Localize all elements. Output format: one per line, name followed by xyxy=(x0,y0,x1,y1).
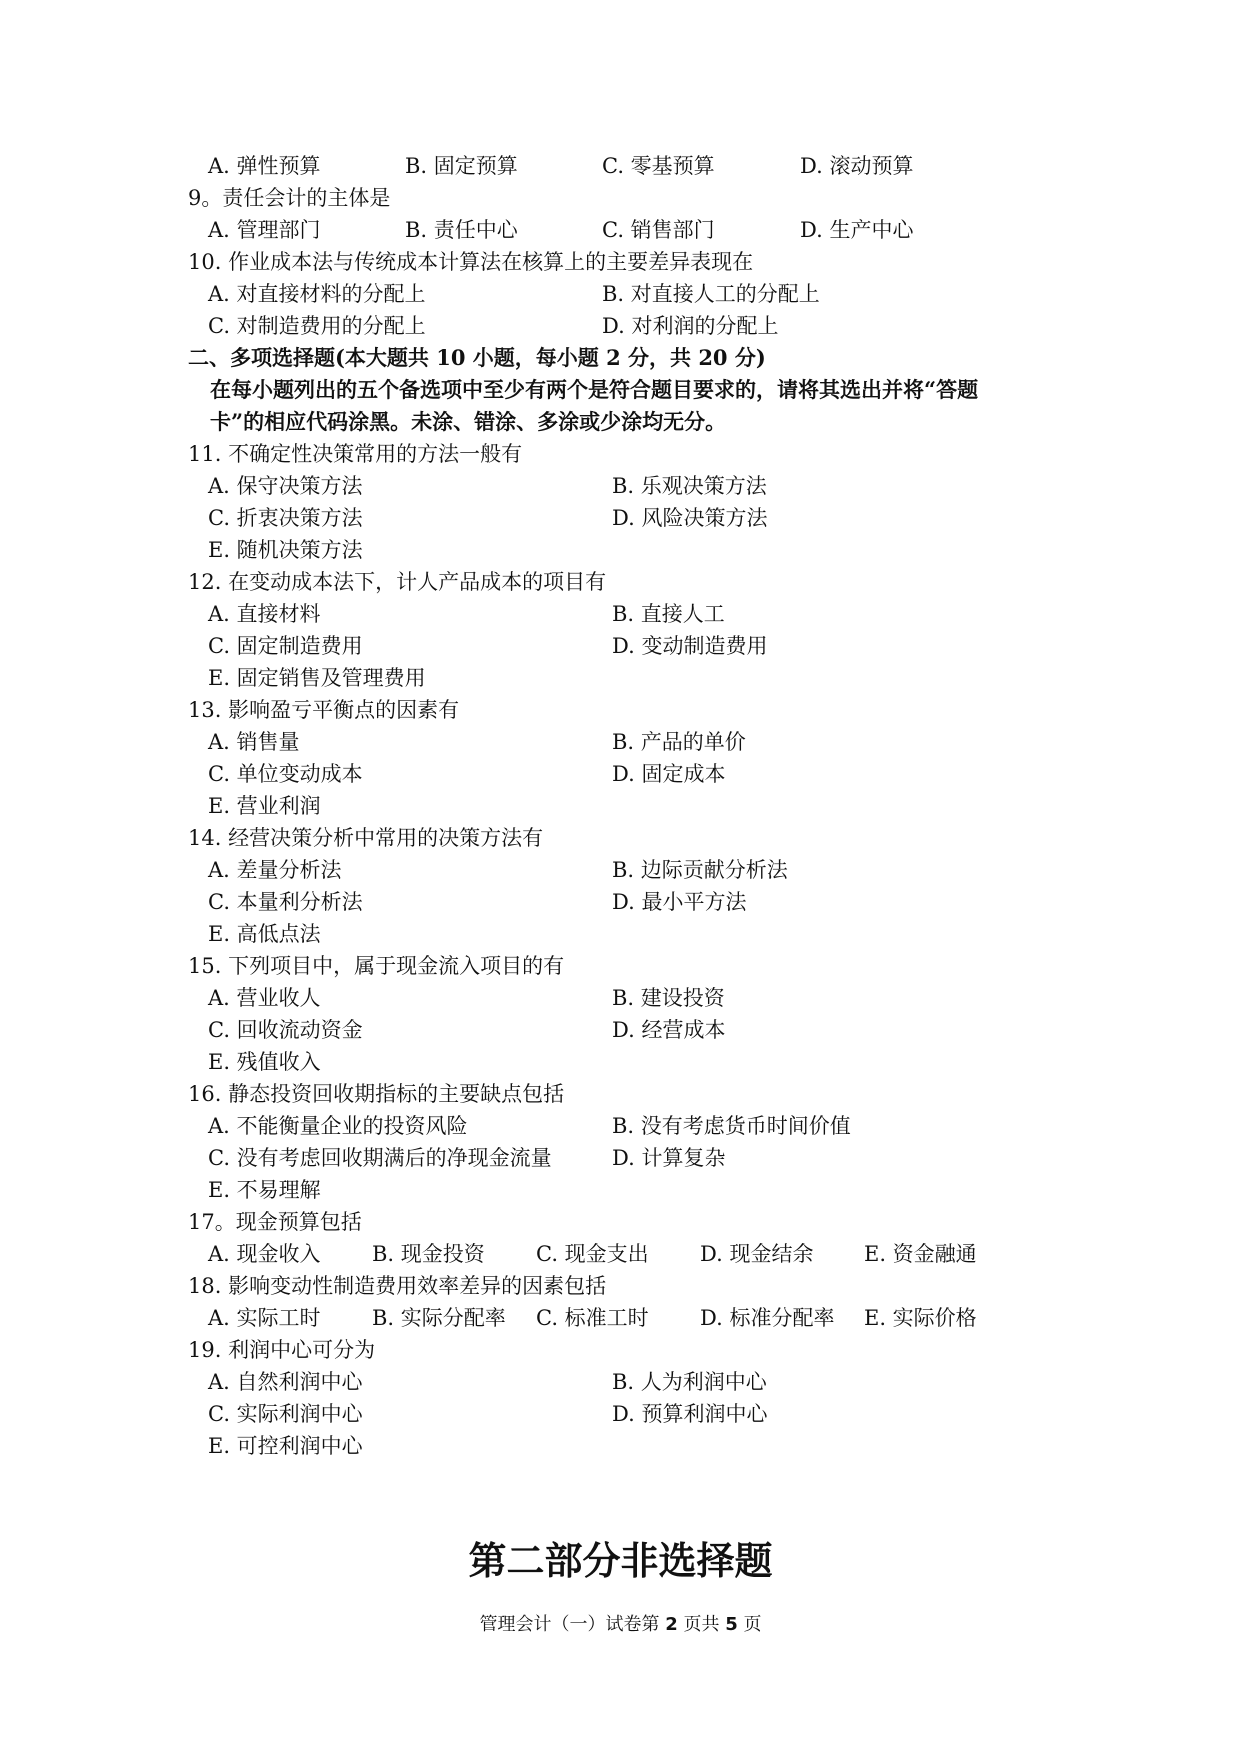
option-e: E. 固定销售及管理费用 xyxy=(208,666,426,690)
option-e: E. 可控利润中心 xyxy=(208,1434,363,1458)
section-2-title: 二、多项选择题(本大题共 10 小题，每小题 2 分，共 20 分) xyxy=(188,345,766,370)
option-d: D. 风险决策方法 xyxy=(612,506,768,530)
option-b: B. 现金投资 xyxy=(372,1242,485,1266)
section-2-instructions-1: 在每小题列出的五个备选项中至少有两个是符合题目要求的，请将其选出并将“答题 xyxy=(210,377,979,402)
option-b: B. 实际分配率 xyxy=(372,1306,506,1330)
option-d: D. 生产中心 xyxy=(800,218,914,242)
question-18-stem: 18. 影响变动性制造费用效率差异的因素包括 xyxy=(188,1274,607,1298)
option-c: C. 实际利润中心 xyxy=(208,1402,363,1426)
option-a: A. 直接材料 xyxy=(208,602,321,626)
option-e: E. 高低点法 xyxy=(208,922,321,946)
option-d: D. 预算利润中心 xyxy=(612,1402,768,1426)
option-b: B. 建设投资 xyxy=(612,986,725,1010)
part-two-title: 第二部分非选择题 xyxy=(468,1539,773,1583)
option-b: B. 人为利润中心 xyxy=(612,1370,767,1394)
option-b: B. 对直接人工的分配上 xyxy=(602,282,820,306)
option-a: A. 管理部门 xyxy=(208,218,321,242)
option-e: E. 营业利润 xyxy=(208,794,321,818)
option-b: B. 责任中心 xyxy=(405,218,518,242)
question-9-stem: 9。责任会计的主体是 xyxy=(188,186,391,210)
option-b: B. 没有考虑货币时间价值 xyxy=(612,1114,851,1138)
option-a: A. 对直接材料的分配上 xyxy=(208,282,426,306)
footer-prefix: 管理会计（一）试卷第 xyxy=(479,1614,660,1635)
question-14-stem: 14. 经营决策分析中常用的决策方法有 xyxy=(188,826,544,850)
option-c: C. 本量利分析法 xyxy=(208,890,363,914)
question-13-stem: 13. 影响盈亏平衡点的因素有 xyxy=(188,698,460,722)
option-d: D. 对利润的分配上 xyxy=(602,314,779,338)
option-b: B. 边际贡献分析法 xyxy=(612,858,788,882)
option-d: D. 经营成本 xyxy=(612,1018,726,1042)
question-15-stem: 15. 下列项目中，属于现金流入项目的有 xyxy=(188,954,565,978)
option-a: A. 不能衡量企业的投资风险 xyxy=(208,1114,468,1138)
question-11-stem: 11. 不确定性决策常用的方法一般有 xyxy=(188,442,523,466)
option-c: C. 单位变动成本 xyxy=(208,762,363,786)
option-d: D. 最小平方法 xyxy=(612,890,747,914)
option-a: A. 保守决策方法 xyxy=(208,474,363,498)
option-a: A. 营业收人 xyxy=(208,986,321,1010)
option-e: E. 残值收入 xyxy=(208,1050,321,1074)
footer-total-pages: 5 xyxy=(725,1614,738,1635)
option-a: A. 自然利润中心 xyxy=(208,1370,363,1394)
option-c: C. 没有考虑回收期满后的净现金流量 xyxy=(208,1146,552,1170)
option-c: C. 零基预算 xyxy=(602,154,715,178)
option-c: C. 标准工时 xyxy=(536,1306,649,1330)
option-d: D. 固定成本 xyxy=(612,762,726,786)
question-16-stem: 16. 静态投资回收期指标的主要缺点包括 xyxy=(188,1082,565,1106)
option-d: D. 计算复杂 xyxy=(612,1146,726,1170)
option-c: C. 销售部门 xyxy=(602,218,715,242)
option-a: A. 销售量 xyxy=(208,730,300,754)
option-c: C. 固定制造费用 xyxy=(208,634,363,658)
option-a: A. 弹性预算 xyxy=(208,154,321,178)
question-12-stem: 12. 在变动成本法下，计人产品成本的项目有 xyxy=(188,570,607,594)
option-d: D. 滚动预算 xyxy=(800,154,914,178)
option-c: C. 折衷决策方法 xyxy=(208,506,363,530)
option-c: C. 现金支出 xyxy=(536,1242,649,1266)
option-e: E. 资金融通 xyxy=(864,1242,977,1266)
question-17-stem: 17。现金预算包括 xyxy=(188,1210,362,1234)
option-e: E. 随机决策方法 xyxy=(208,538,363,562)
option-c: C. 对制造费用的分配上 xyxy=(208,314,426,338)
option-d: D. 变动制造费用 xyxy=(612,634,768,658)
footer-page-number: 2 xyxy=(665,1614,678,1635)
option-d: D. 标准分配率 xyxy=(700,1306,835,1330)
footer-mid: 页共 xyxy=(683,1614,720,1635)
option-e: E. 实际价格 xyxy=(864,1306,977,1330)
option-e: E. 不易理解 xyxy=(208,1178,321,1202)
question-19-stem: 19. 利润中心可分为 xyxy=(188,1338,376,1362)
option-d: D. 现金结余 xyxy=(700,1242,814,1266)
option-b: B. 乐观决策方法 xyxy=(612,474,767,498)
option-b: B. 固定预算 xyxy=(405,154,518,178)
option-a: A. 现金收入 xyxy=(208,1242,321,1266)
section-2-instructions-2: 卡”的相应代码涂黑。未涂、错涂、多涂或少涂均无分。 xyxy=(210,409,727,434)
option-b: B. 直接人工 xyxy=(612,602,725,626)
option-a: A. 实际工时 xyxy=(208,1306,321,1330)
option-c: C. 回收流动资金 xyxy=(208,1018,363,1042)
option-b: B. 产品的单价 xyxy=(612,730,746,754)
option-a: A. 差量分析法 xyxy=(208,858,342,882)
footer-suffix: 页 xyxy=(743,1614,762,1635)
question-10-stem: 10. 作业成本法与传统成本计算法在核算上的主要差异表现在 xyxy=(188,250,754,274)
page-footer xyxy=(0,1610,1241,1636)
